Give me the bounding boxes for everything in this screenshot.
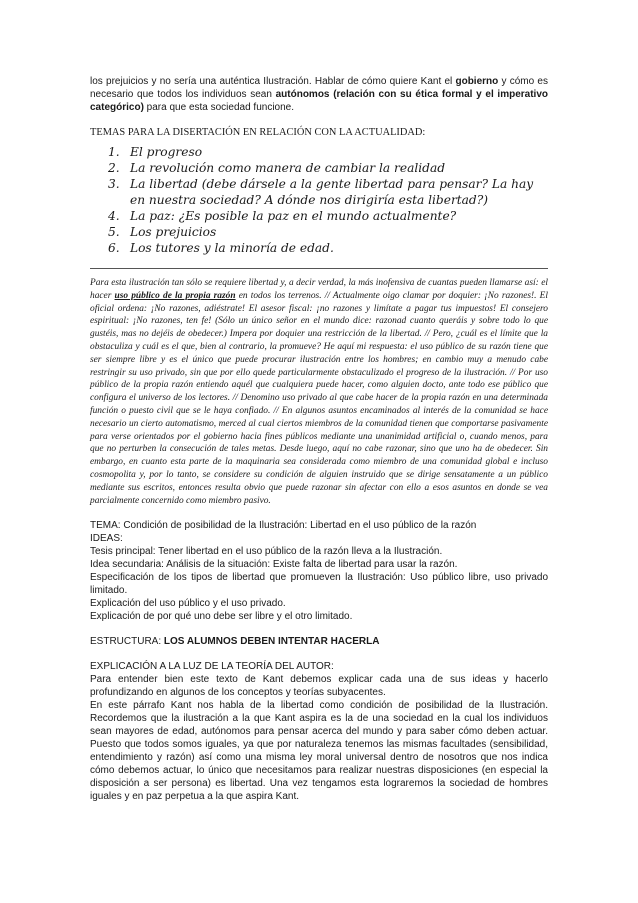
list-item: 3. La libertad (debe dársele a la gente libertad para pensar? La hay en nuestra sociedad? A dónde nos dirigiría esta libertad?) <box>108 177 534 207</box>
list-item: 2. La revolución como manera de cambiar la realidad <box>108 161 446 175</box>
list-item: 1. El progreso <box>108 145 203 159</box>
estructura-line: ESTRUCTURA: LOS ALUMNOS DEBEN INTENTAR HACERLA <box>90 636 380 648</box>
explicacion-paragraph: En este párrafo Kant nos habla de la libertad como condición de posibilidad de la Ilustración. Recordemos que la ilustración a la que Kant aspira es la de una sociedad en la cual los individuos sean mayores de edad, autónomos para pensar acerca del mundo y para saber cómo deben actuar. Puesto que todos somos iguales, ya que por naturaleza tenemos las mismas facultades (sensibilidad, entendimiento y razón) así como una misma ley moral universal dentro de nosotros que nos indica cómo debemos actuar, lo único que necesitamos para realizar nuestras disposiciones (en especial la disposición a ser persona) es libertad. Una vez tengamos esta lograremos la sociedad de hombres iguales y en paz perpetua a la que aspira Kant. <box>90 700 548 803</box>
idea-line: Explicación del uso público y el uso privado. <box>90 598 286 610</box>
intro-paragraph <box>90 75 548 114</box>
ideas-label: IDEAS: <box>90 533 123 545</box>
list-item: 4. La paz: ¿Es posible la paz en el mundo actualmente? <box>108 209 457 223</box>
list-item: 6. Los tutores y la minoría de edad. <box>108 241 334 255</box>
idea-line: Explicación de por qué uno debe ser libre y el otro limitado. <box>90 611 353 623</box>
intro-text: y cómo es necesario que todos los individuos sean <box>90 76 548 100</box>
intro-bold-autonomos: autónomos (relación con su ética formal y el imperativo categórico) <box>90 89 548 113</box>
estructura-bold: LOS ALUMNOS DEBEN INTENTAR HACERLA <box>163 636 380 648</box>
intro-text: para que esta sociedad funcione. <box>143 102 295 113</box>
document-page <box>90 75 548 803</box>
explicacion-paragraph: Para entender bien este texto de Kant debemos explicar cada una de sus ideas y hacerlo profundizando en algunos de los conceptos y teorías subyacentes. <box>90 674 548 699</box>
list-item: 5. Los prejuicios <box>108 225 217 239</box>
explicacion-heading: EXPLICACIÓN A LA LUZ DE LA TEORÍA DEL AUTOR: <box>90 661 334 673</box>
idea-line: Tesis principal: Tener libertad en el uso público de la razón lleva a la Ilustración. <box>90 546 443 558</box>
idea-line: Idea secundaria: Análisis de la situación: Existe falta de libertad para usar la razón. <box>90 559 458 571</box>
temas-list <box>90 144 548 256</box>
quote-underlined: uso público de la propia razón <box>114 290 236 301</box>
kant-quote: Para esta ilustración tan sólo se requiere libertad y, a decir verdad, la más inofensiva de cuantas pueden llamarse así: el hacer uso público de la propia razón en todos los terrenos. // Actualmente oigo clamar por doquier: ¡No razones!. El oficial ordena: ¡No razones, adiéstrate! El asesor fiscal: ¡no razones y limítate a pagar tus impuestos! El consejero espiritual: ¡No razones, ten fe! (Sólo un único señor en el mundo dice: razonad cuanto queráis y sobre todo lo que gustéis, mas no dejéis de obedecer.) Impera por doquier una restricción de la libertad. // Pero, ¿cuál es el límite que la obstaculiza y cuál es el que, bien al contrario, la promueve? He aquí mi respuesta: el uso público de su razón tiene que ser siempre libre y es el único que puede procurar ilustración entre los hombres; en cambio muy a menudo cabe restringir su uso privado, sin que por ello quede particularmente obstaculizado el progreso de la ilustración. // Por uso público de la propia razón entiendo aquél que cualquiera puede hacer, como alguien docto, ante todo ese público que configura el universo de los lectores. // Denomino uso privado al que cabe hacer de la propia razón en una determinada función o puesto civil que se le haya confiado. // En algunos asuntos encaminados al interés de la comunidad se hace necesario un cierto automatismo, merced al cual ciertos miembros de la comunidad tienen que comportarse pasivamente para verse orientados por el gobierno hacia fines públicos mediante una unanimidad artificial o, cuando menos, para que no perturben la consecución de tales metas. Desde luego, aquí no cabe razonar, sino que uno ha de obedecer. Sin embargo, en cuanto esta parte de la maquinaria sea considerada como miembro de una comunidad global e incluso cosmopolita y, por lo tanto, se considere su condición de alguien instruido que se dirige sensatamente a un público mediante sus escritos, entonces resulta obvio que puede razonar sin afectar con ello a esos asuntos en donde se vea parcialmente concernido como miembro pasivo. <box>90 278 548 506</box>
idea-line: Especificación de los tipos de libertad que promueven la Ilustración: Uso público libre, uso privado limitado. <box>90 572 548 597</box>
temas-heading: TEMAS PARA LA DISERTACIÓN EN RELACIÓN CON LA ACTUALIDAD: <box>90 127 426 138</box>
intro-bold-gobierno: gobierno <box>455 76 499 87</box>
tema-line: TEMA: Condición de posibilidad de la Ilustración: Libertad en el uso público de la razón <box>90 520 477 532</box>
divider <box>90 268 548 269</box>
intro-text: los prejuicios y no sería una auténtica Ilustración. Hablar de cómo quiere Kant el <box>90 76 456 87</box>
